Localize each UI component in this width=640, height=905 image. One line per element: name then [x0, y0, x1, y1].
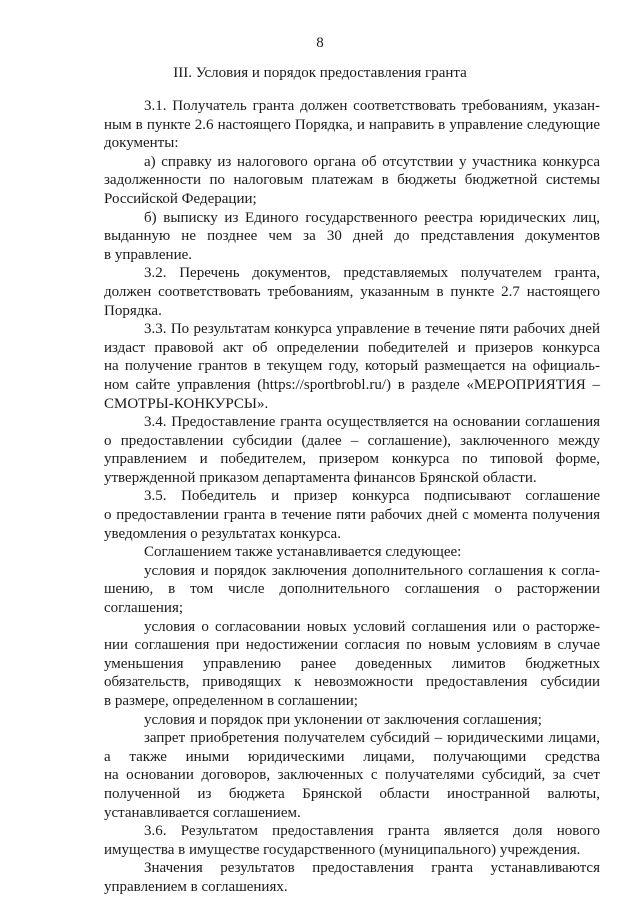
paragraph [104, 153, 600, 209]
text-line: выданную не позднее чем за 30 дней до представления документов [104, 228, 600, 245]
text-line: Соглашением также устанавливается следующее: [144, 544, 462, 561]
text-line: Значения результатов предоставления гранта устанавливаются [144, 860, 600, 877]
text-line: на основании договоров, заключенных с получателями субсидий, за счет [104, 767, 600, 784]
text-line: условия о согласовании новых условий соглашения или о расторже- [144, 618, 600, 635]
text-line: управлением в соглашениях. [104, 878, 288, 895]
text-line: должен соответствовать требованиям, указанным в пункте 2.7 настоящего [104, 283, 600, 300]
text-line: 3.2. Перечень документов, представляемых получателем гранта, [144, 265, 600, 282]
text-line: документы: [104, 135, 179, 152]
paragraph [104, 543, 600, 562]
text-line: в размере, определенном в соглашении; [104, 693, 358, 709]
paragraph [104, 729, 600, 822]
paragraph [104, 822, 600, 859]
section-title: III. Условия и порядок предоставления гранта [173, 65, 467, 81]
text-line: ным в пункте 2.6 настоящего Порядка, и направить в управление следующие [104, 116, 600, 133]
paragraph [104, 562, 600, 618]
text-line: имущества в имуществе государственного (муниципального) учреждения. [104, 841, 581, 858]
text-line: нии соглашения при недостижении согласия по новым условиям в случае [104, 637, 600, 654]
text-line: издаст правовой акт об определении победителей и призеров конкурса [104, 339, 600, 356]
text-line: обязательств, приводящих к невозможности предоставления субсидии [104, 674, 600, 691]
text-line: СМОТРЫ-КОНКУРСЫ». [104, 395, 269, 412]
text-line: уведомления о результатах конкурса. [104, 525, 341, 542]
text-line: задолженности по налоговым платежам в бюджеты бюджетной системы [104, 172, 600, 189]
text-line: на получение грантов в текущем году, который размещается на официаль- [104, 358, 600, 375]
text-line: Российской Федерации; [104, 190, 257, 207]
text-line: б) выписку из Единого государственного реестра юридических лиц, [144, 209, 600, 226]
document-body [104, 97, 600, 897]
text-line: условия и порядок при уклонении от заключения соглашения; [144, 711, 542, 728]
page-number: 8 [316, 35, 324, 51]
paragraph [104, 618, 600, 711]
text-line: управлением и победителем, призером конкурса по типовой форме, [104, 451, 600, 468]
text-line: 3.4. Предоставление гранта осуществляется на основании соглашения [144, 414, 600, 431]
text-line: в управление. [104, 246, 193, 263]
text-line: 3.1. Получатель гранта должен соответствовать требованиям, указан- [144, 98, 600, 114]
text-line: а также иными юридическими лицами, получающими средства [104, 748, 600, 765]
text-line: ном сайте управления (https://sportbrobl.ru/) в разделе «МЕРОПРИЯТИЯ – [104, 376, 600, 393]
text-line: о предоставлении гранта в течение пяти рабочих дней с момента получения [104, 507, 600, 524]
text-line: а) справку из налогового органа об отсутствии у участника конкурса [144, 153, 600, 170]
paragraph [104, 97, 600, 153]
paragraph [104, 859, 600, 896]
text-line: 3.5. Победитель и призер конкурса подписывают соглашение [144, 488, 600, 505]
text-line: соглашения; [104, 600, 184, 617]
paragraph [104, 487, 600, 543]
text-line: запрет приобретения получателем субсидий – юридическими лицами, [144, 730, 600, 747]
paragraph [104, 711, 600, 730]
paragraph [104, 413, 600, 487]
text-line: 3.3. По результатам конкурса управление в течение пяти рабочих дней [144, 321, 600, 338]
text-line: Порядка. [104, 302, 162, 319]
paragraph [104, 320, 600, 413]
text-line: полученной из бюджета Брянской области иностранной валюты, [104, 785, 600, 802]
text-line: шению, в том числе дополнительного соглашения о расторжении [104, 581, 600, 598]
paragraph [104, 209, 600, 265]
text-line: утвержденной приказом департамента финансов Брянской области. [104, 469, 537, 486]
text-line: уменьшения управлению ранее доведенных лимитов бюджетных [104, 655, 600, 672]
text-line: 3.6. Результатом предоставления гранта является доля нового [144, 823, 600, 840]
text-line: условия и порядок заключения дополнительного соглашения к согла- [144, 562, 600, 579]
text-line: о предоставлении субсидии (далее – соглашение), заключенного между [104, 432, 600, 449]
text-line: устанавливается соглашением. [104, 804, 301, 821]
paragraph [104, 264, 600, 320]
